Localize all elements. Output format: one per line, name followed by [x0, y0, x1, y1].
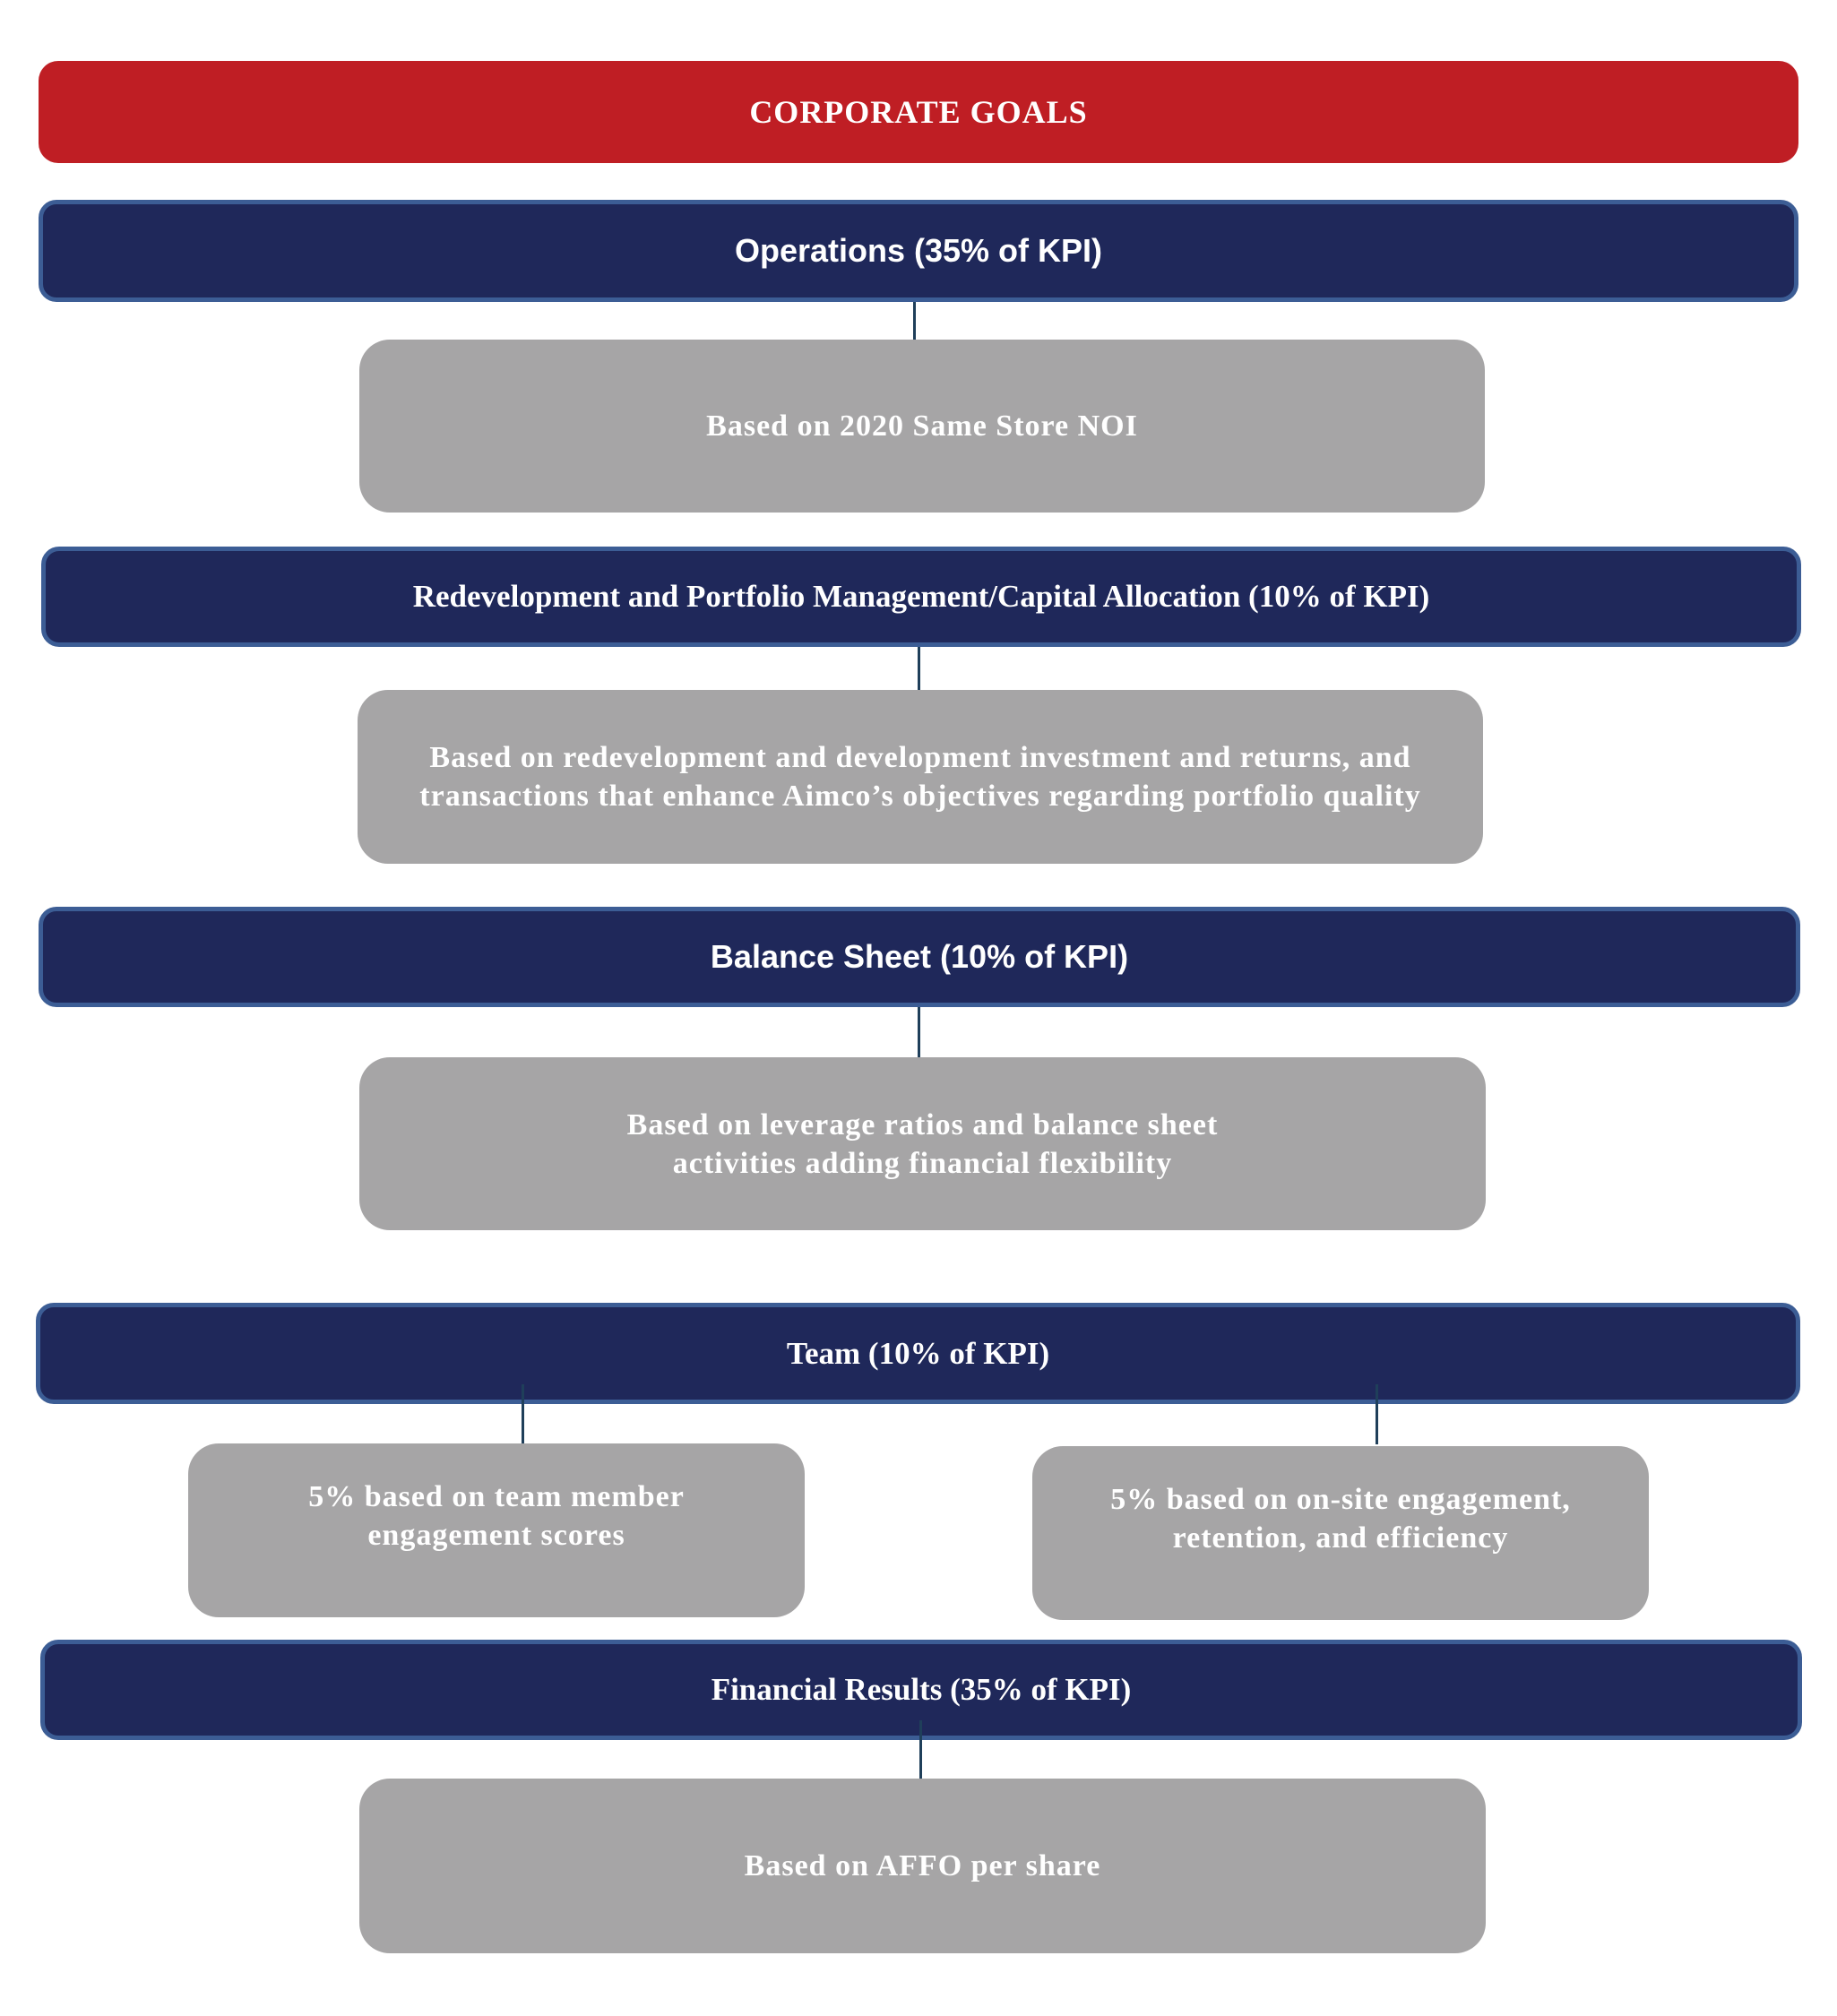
- balance-sheet-heading-bar: [39, 907, 1800, 1007]
- redevelopment-detail: Based on redevelopment and development investment and returns, and transactions that enhance Aimco’s objectives regarding portfolio quality: [419, 741, 1421, 813]
- operations-heading-bar: [39, 200, 1798, 302]
- redevelopment-heading: Redevelopment and Portfolio Management/Capital Allocation (10% of KPI): [412, 579, 1430, 614]
- team-right-connector: [1376, 1384, 1378, 1444]
- team-left-connector: [522, 1384, 524, 1444]
- operations-heading: Operations (35% of KPI): [734, 232, 1103, 269]
- team-onsite-detail: 5% based on on-site engagement, retention, and efficiency: [1110, 1483, 1571, 1555]
- balance-sheet-detail: Based on leverage ratios and balance sheet activities adding financial flexibility: [626, 1107, 1219, 1180]
- redevelopment-heading-bar: [41, 547, 1801, 647]
- financial-results-detail-box: [359, 1779, 1486, 1953]
- financial-results-detail: Based on AFFO per share: [744, 1849, 1101, 1882]
- team-engagement-detail: 5% based on team member engagement scores: [308, 1480, 685, 1552]
- financial-results-heading: Financial Results (35% of KPI): [711, 1672, 1132, 1707]
- redevelopment-detail-box: [358, 690, 1483, 864]
- redevelopment-connector: [918, 647, 920, 690]
- team-heading-bar: [36, 1303, 1800, 1404]
- team-engagement-box: [188, 1443, 805, 1617]
- balance-sheet-detail-box: [359, 1057, 1486, 1230]
- team-heading: Team (10% of KPI): [786, 1335, 1050, 1371]
- balance-sheet-connector: [918, 1007, 920, 1057]
- operations-connector: [913, 302, 916, 340]
- operations-detail: Based on 2020 Same Store NOI: [706, 409, 1138, 443]
- financial-results-connector: [919, 1720, 922, 1781]
- team-onsite-box: [1032, 1446, 1649, 1620]
- balance-sheet-heading: Balance Sheet (10% of KPI): [710, 938, 1129, 975]
- operations-detail-box: [359, 340, 1485, 513]
- corporate-goals-banner: [39, 61, 1798, 163]
- corporate-goals-title: CORPORATE GOALS: [749, 94, 1088, 130]
